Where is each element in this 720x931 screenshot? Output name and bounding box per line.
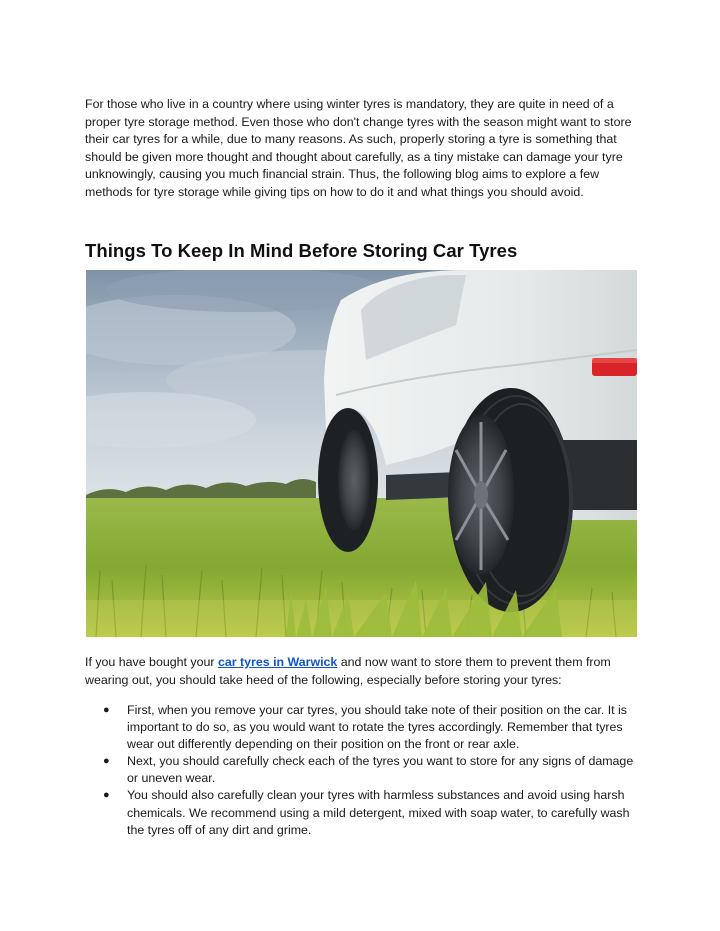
- car-tyres-warwick-link[interactable]: car tyres in Warwick: [217, 655, 338, 669]
- list-item: [85, 787, 645, 838]
- list-item-text: You should also carefully clean your tyres with harmless substances and avoid using harsh chemicals. We recommend using a mild detergent, mixed with soap water, to carefully wash the tyres off of any dirt and grime.: [127, 788, 630, 837]
- section-heading: Things To Keep In Mind Before Storing Car Tyres: [85, 240, 518, 261]
- bullet-icon: ●: [103, 789, 110, 802]
- intro-paragraph: For those who live in a country where using winter tyres is mandatory, they are quite in need of a proper tyre storage method. Even those who don't change tyres with the season might want to store their car tyres for a while, due to many reasons. As such, properly storing a tyre is something that should be given more thought and thought about carefully, as a tiny mistake can damage your tyre unknowingly, causing you much financial strain. Thus, the following blog aims to explore a few methods for tyre storage while giving tips on how to do it and what things you should avoid.: [85, 97, 632, 199]
- car-tyres-photo: [86, 270, 637, 637]
- bullet-icon: ●: [103, 755, 110, 768]
- para2-text-after: and now want to store them to prevent them from wearing out, you should take heed of the following, especially before storing your tyres:: [85, 655, 611, 687]
- tips-list: [85, 702, 645, 839]
- list-item-text: Next, you should carefully check each of the tyres you want to store for any signs of damage or uneven wear.: [127, 754, 634, 786]
- list-item: [85, 753, 645, 787]
- list-item-text: First, when you remove your car tyres, you should take note of their position on the car. It is important to do so, as you would want to rotate the tyres accordingly. Remember that tyres wear out differently depending on their position on the front or rear axle.: [127, 703, 627, 752]
- bullet-icon: ●: [103, 704, 110, 716]
- list-item: [85, 702, 645, 753]
- storage-intro-paragraph: [85, 654, 645, 689]
- para2-text-before: If you have bought your: [85, 655, 218, 669]
